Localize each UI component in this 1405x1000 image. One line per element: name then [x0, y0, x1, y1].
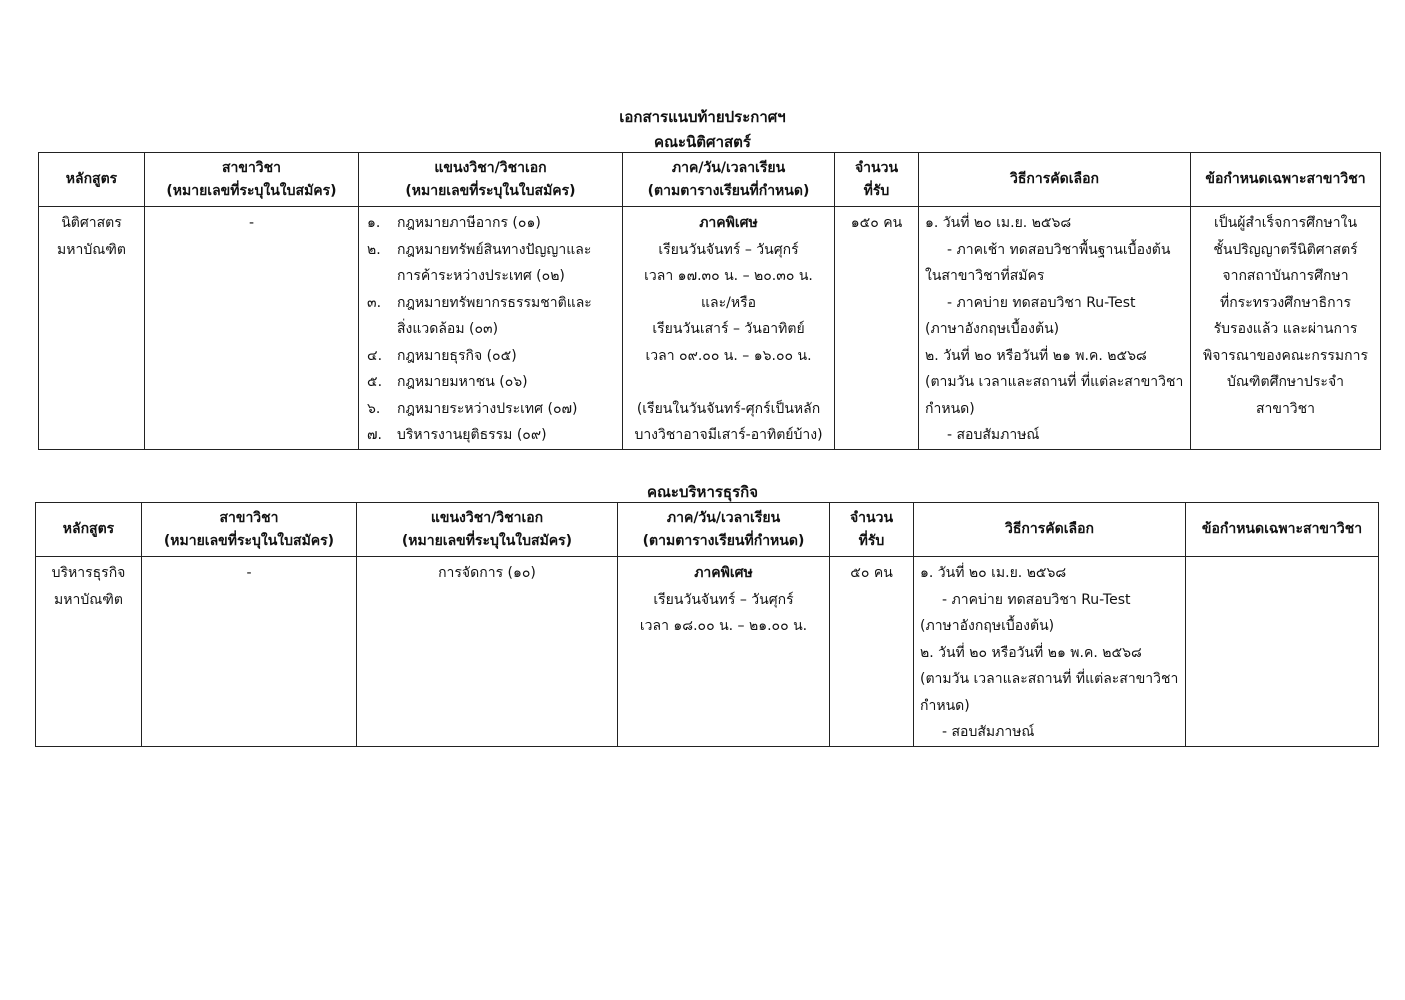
- faculty-business-title: คณะบริหารธุรกิจ: [646, 483, 759, 501]
- major-item: ๑. กฎหมายภาษีอากร (๐๑): [367, 215, 541, 231]
- major-item: ๗. บริหารงานยุติธรรม (๐๙): [367, 427, 547, 443]
- table-row: [36, 557, 1379, 747]
- header-quota: จำนวน ที่รับ: [835, 153, 919, 207]
- header-program: หลักสูตร: [39, 153, 145, 207]
- selection-cell: ๑. วันที่ ๒๐ เม.ย. ๒๕๖๘ - ภาคบ่าย ทดสอบวิชา Ru-Test (ภาษาอังกฤษเบื้องต้น) ๒. วันที่ ๒๐ หรือวันที่ ๒๑ พ.ค. ๒๕๖๘ (ตามวัน เวลาและสถานที่ ที่แต่ละสาขาวิชา กำหนด) - สอบสัมภาษณ์: [914, 557, 1186, 747]
- schedule-cell: ภาคพิเศษ เรียนวันจันทร์ – วันศุกร์ เวลา ๑๗.๓๐ น. – ๒๐.๓๐ น. และ/หรือ เรียนวันเสาร์ – วันอาทิตย์ เวลา ๐๙.๐๐ น. – ๑๖.๐๐ น. (เรียนในวันจันทร์-ศุกร์เป็นหลัก บางวิชาอาจมีเสาร์-อาทิตย์บ้าง): [623, 207, 835, 450]
- quota-cell: ๕๐ คน: [830, 557, 914, 747]
- program-cell: บริหารธุรกิจ มหาบัณฑิต: [36, 557, 142, 747]
- header-requirements: ข้อกำหนดเฉพาะสาขาวิชา: [1186, 503, 1379, 557]
- requirements-cell: เป็นผู้สำเร็จการศึกษาใน ชั้นปริญญาตรีนิติศาสตร์ จากสถาบันการศึกษา ที่กระทรวงศึกษาธิการ รับรองแล้ว และผ่านการ พิจารณาของคณะกรรมการ บัณฑิตศึกษาประจำ สาขาวิชา: [1191, 207, 1381, 450]
- major-item: ๒. กฎหมายทรัพย์สินทางปัญญาและ: [367, 241, 592, 258]
- header-schedule: ภาค/วัน/เวลาเรียน (ตามตารางเรียนที่กำหนด): [618, 503, 830, 557]
- header-selection: วิธีการคัดเลือก: [914, 503, 1186, 557]
- major-item: ๖. กฎหมายระหว่างประเทศ (๐๗): [367, 400, 578, 417]
- majors-cell: การจัดการ (๑๐): [357, 557, 618, 747]
- table-row: [39, 207, 1381, 450]
- major-item: สิ่งแวดล้อม (๐๓): [397, 321, 499, 337]
- header-field: สาขาวิชา (หมายเลขที่ระบุในใบสมัคร): [142, 503, 357, 557]
- table-header-row: [39, 153, 1381, 207]
- header-schedule: ภาค/วัน/เวลาเรียน (ตามตารางเรียนที่กำหนด): [623, 153, 835, 207]
- field-cell: -: [142, 557, 357, 747]
- business-program-table: [35, 502, 1379, 747]
- majors-cell: [359, 207, 623, 450]
- law-program-table: [38, 152, 1381, 450]
- table-header-row: [36, 503, 1379, 557]
- header-quota: จำนวน ที่รับ: [830, 503, 914, 557]
- document-title: เอกสารแนบท้ายประกาศฯ: [619, 108, 786, 126]
- header-requirements: ข้อกำหนดเฉพาะสาขาวิชา: [1191, 153, 1381, 207]
- header-selection: วิธีการคัดเลือก: [919, 153, 1191, 207]
- header-program: หลักสูตร: [36, 503, 142, 557]
- header-field: สาขาวิชา (หมายเลขที่ระบุในใบสมัคร): [145, 153, 359, 207]
- schedule-cell: ภาคพิเศษ เรียนวันจันทร์ – วันศุกร์ เวลา ๑๘.๐๐ น. – ๒๑.๐๐ น.: [618, 557, 830, 747]
- requirements-cell: [1186, 557, 1379, 747]
- field-cell: -: [145, 207, 359, 450]
- selection-cell: ๑. วันที่ ๒๐ เม.ย. ๒๕๖๘ - ภาคเช้า ทดสอบวิชาพื้นฐานเบื้องต้น ในสาขาวิชาที่สมัคร - ภาคบ่าย ทดสอบวิชา Ru-Test (ภาษาอังกฤษเบื้องต้น) ๒. วันที่ ๒๐ หรือวันที่ ๒๑ พ.ค. ๒๕๖๘ (ตามวัน เวลาและสถานที่ ที่แต่ละสาขาวิชา กำหนด) - สอบสัมภาษณ์: [919, 207, 1191, 450]
- quota-cell: ๑๕๐ คน: [835, 207, 919, 450]
- major-item: การค้าระหว่างประเทศ (๐๒): [397, 268, 565, 284]
- major-item: ๓. กฎหมายทรัพยากรธรรมชาติและ: [367, 294, 592, 311]
- header-major: แขนงวิชา/วิชาเอก (หมายเลขที่ระบุในใบสมัคร): [357, 503, 618, 557]
- major-item: ๕. กฎหมายมหาชน (๐๖): [367, 374, 528, 390]
- faculty-law-title: คณะนิติศาสตร์: [654, 133, 751, 151]
- header-major: แขนงวิชา/วิชาเอก (หมายเลขที่ระบุในใบสมัคร): [359, 153, 623, 207]
- program-cell: นิติศาสตร มหาบัณฑิต: [39, 207, 145, 450]
- major-item: ๔. กฎหมายธุรกิจ (๐๕): [367, 347, 517, 364]
